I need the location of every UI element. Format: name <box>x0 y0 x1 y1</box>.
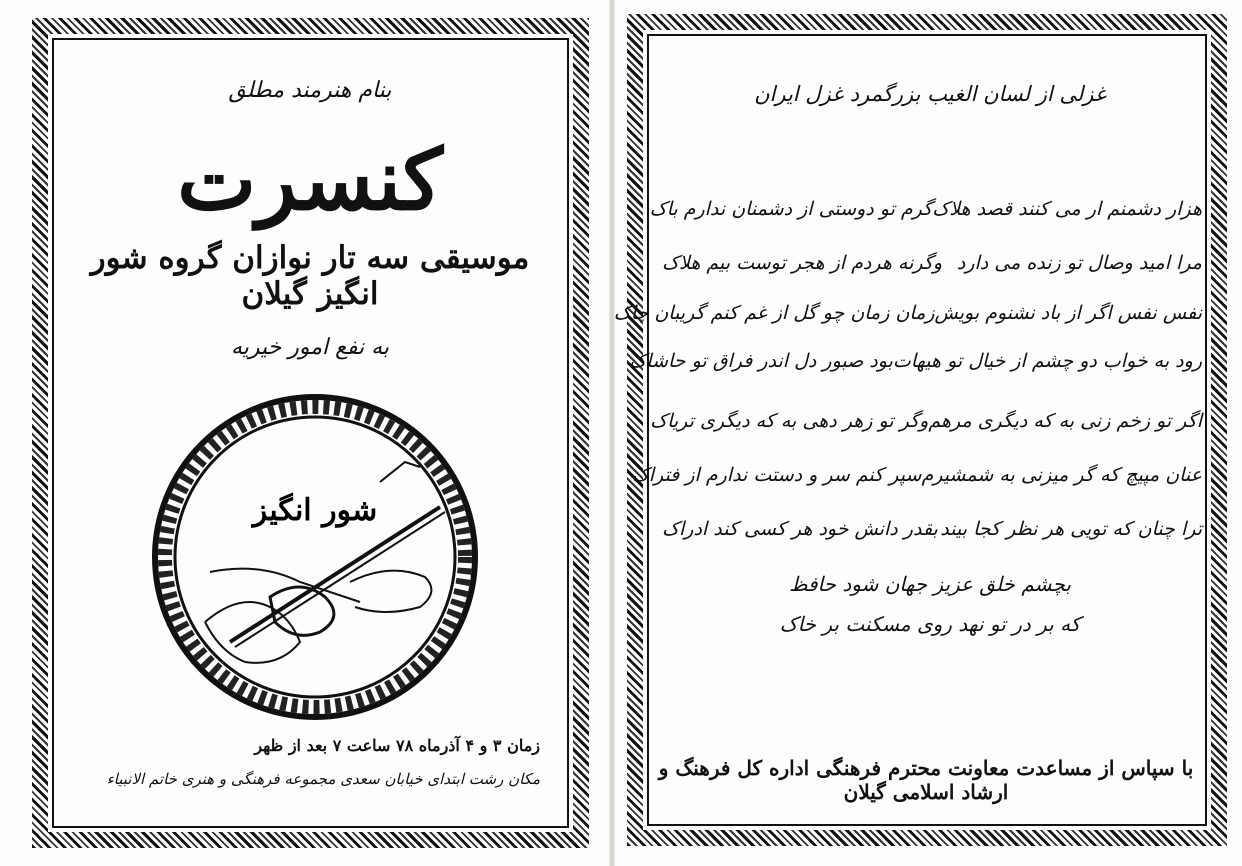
concert-title: کنسرت <box>177 130 443 229</box>
verse-hemistich-right: رود به خواب دو چشم از خیال تو هیهات <box>892 350 1202 372</box>
verse-hemistich-left: گرم تو دوستی از دشمنان ندارم باک <box>649 198 933 220</box>
final-couplet-line-1: بچشم خلق عزیز جهان شود حافظ <box>788 572 1071 596</box>
concert-subtitle: موسیقی سه تار نوازان گروه شور انگیز گیلان <box>90 240 530 312</box>
charity-line: به نفع امور خیریه <box>230 335 390 360</box>
verse-hemistich-right: اگر تو زخم زنی به که دیگری مرهم <box>928 410 1202 432</box>
verse-hemistich-right: مرا امید وصال تو زنده می دارد <box>956 252 1202 274</box>
concert-venue: مکان رشت ابتدای خیابان سعدی مجموعه فرهنگی و هنری خاتم الانبیاء <box>106 770 540 788</box>
verse-hemistich-left: زمان زمان چو گل از غم کنم گریبان چاک <box>613 302 935 324</box>
verse-hemistich-right: هزار دشمنم ار می کنند قصد هلاک <box>932 198 1202 220</box>
verse-row <box>650 410 1202 450</box>
verse-hemistich-right: ترا چنان که تویی هر نظر کجا بیند <box>940 518 1202 540</box>
emblem-label: شور انگیز <box>252 493 378 528</box>
verse-hemistich-left: سپر کنم سر و دستت ندارم از فتراک <box>631 464 922 486</box>
book-gutter <box>609 0 615 866</box>
poem-header: غزلی از لسان الغیب بزرگمرد غزل ایران <box>754 82 1106 106</box>
verse-hemistich-left: بقدر دانش خود هر کسی کند ادراک <box>662 518 938 540</box>
verse-row <box>662 518 1202 558</box>
verse-row <box>629 350 1202 390</box>
setar-player-emblem <box>150 392 480 722</box>
acknowledgement-footer: با سپاس از مساعدت معاونت محترم فرهنگی اداره کل فرهنگ و ارشاد اسلامی گیلان <box>658 756 1194 804</box>
verse-row <box>631 464 1202 504</box>
concert-date: زمان ۳ و ۴ آذرماه ۷۸ ساعت ۷ بعد از ظهر <box>254 736 540 755</box>
left-header: بنام هنرمند مطلق <box>228 78 392 103</box>
verse-hemistich-left: وگر تو زهر دهی به که دیگری تریاک <box>650 410 929 432</box>
verse-row <box>649 198 1202 238</box>
verse-hemistich-left: بود صبور دل اندر فراق تو حاشاک <box>629 350 893 372</box>
verse-row <box>662 252 1202 292</box>
verse-row <box>613 302 1202 342</box>
verse-hemistich-right: نفس نفس اگر از باد نشنوم بویش <box>934 302 1202 324</box>
verse-hemistich-left: وگرنه هردم از هجر توست بیم هلاک <box>662 252 943 274</box>
final-couplet-line-2: که بر در تو نهد روی مسکنت بر خاک <box>779 612 1081 636</box>
verse-hemistich-right: عنان مپیچ که گر میزنی به شمشیرم <box>921 464 1202 486</box>
